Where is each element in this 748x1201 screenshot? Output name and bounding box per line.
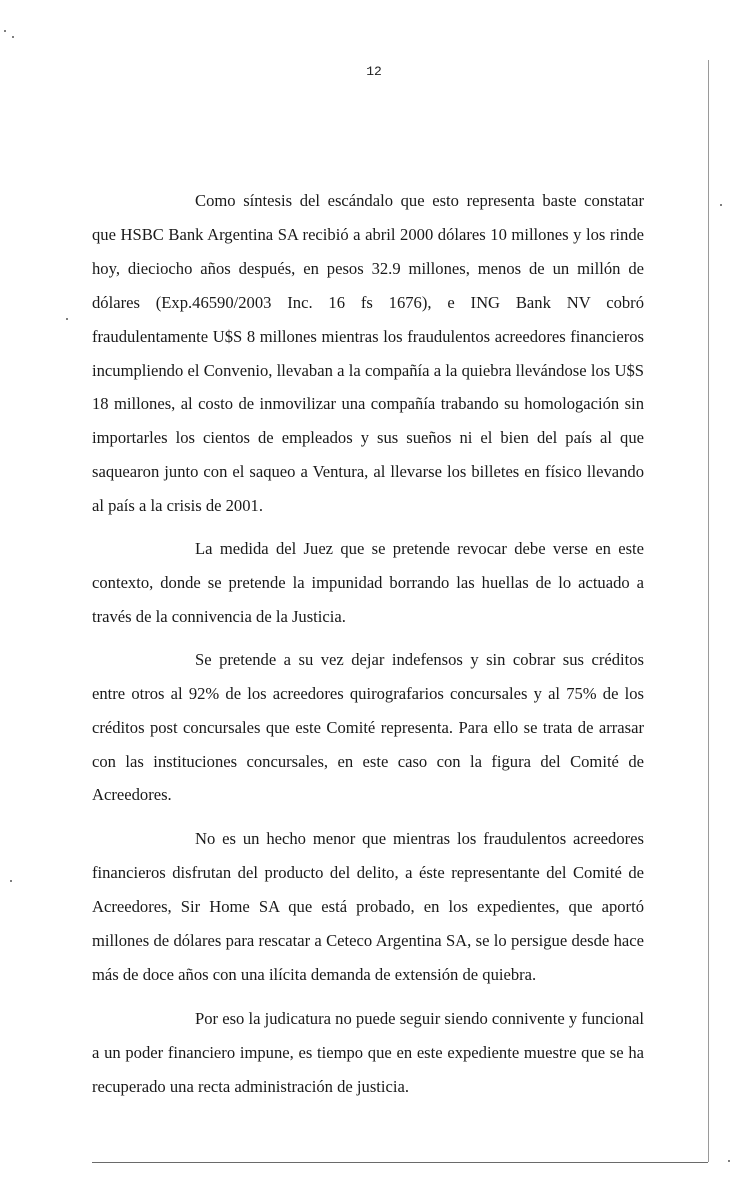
right-margin-line [708, 60, 709, 1162]
footer-rule [92, 1162, 708, 1163]
scan-speck [12, 36, 14, 38]
scan-speck [10, 880, 12, 882]
paragraph-2: La medida del Juez que se pretende revocar debe verse en este contexto, donde se pretende la impunidad borrando las huellas de lo actuado a través de la connivencia de la Justicia. [92, 539, 644, 626]
scan-speck [720, 204, 722, 206]
scan-speck [728, 1160, 730, 1162]
page-number: 12 [366, 64, 382, 79]
paragraph-3: Se pretende a su vez dejar indefensos y sin cobrar sus créditos entre otros al 92% de los acreedores quirografarios concursales y al 75% de los créditos post concursales que este Comité representa. Para ello se trata de arrasar con las instituciones concursales, en este caso con la figura del Comité de Acreedores. [92, 649, 644, 805]
paragraph-4: No es un hecho menor que mientras los fraudulentos acreedores financieros disfrutan del producto del delito, a éste representante del Comité de Acreedores, Sir Home SA que está probado, en los expedientes, que aportó millones de dólares para rescatar a Ceteco Argentina SA, se lo persigue desde hace más de doce años con una ilícita demanda de extensión de quiebra. [92, 829, 644, 984]
paragraph-1: Como síntesis del escándalo que esto representa baste constatar que HSBC Bank Argentina SA recibió a abril 2000 dólares 10 millones y los rinde hoy, dieciocho años después, en pesos 32.9 millones, menos de un millón de dólares (Exp.46590/2003 Inc. 16 fs 1676), e ING Bank NV cobró fraudulentamente U$S 8 millones mientras los fraudulentos acreedores financieros incumpliendo el Convenio, llevaban a la compañía a la quiebra llevándose los U$S 18 millones, al costo de inmovilizar una compañía trabando su homologación sin importarles los cientos de empleados y sus sueños ni el bien del país al que saquearon junto con el saqueo a Ventura, al llevarse los billetes en físico llevando al país a la crisis de 2001. [92, 191, 644, 516]
document-body [92, 184, 644, 1104]
scan-speck [66, 318, 68, 320]
paragraph-5: Por eso la judicatura no puede seguir siendo connivente y funcional a un poder financiero impune, es tiempo que en este expediente muestre que se ha recuperado una recta administración de justicia. [92, 1008, 644, 1096]
scan-speck [4, 30, 6, 32]
